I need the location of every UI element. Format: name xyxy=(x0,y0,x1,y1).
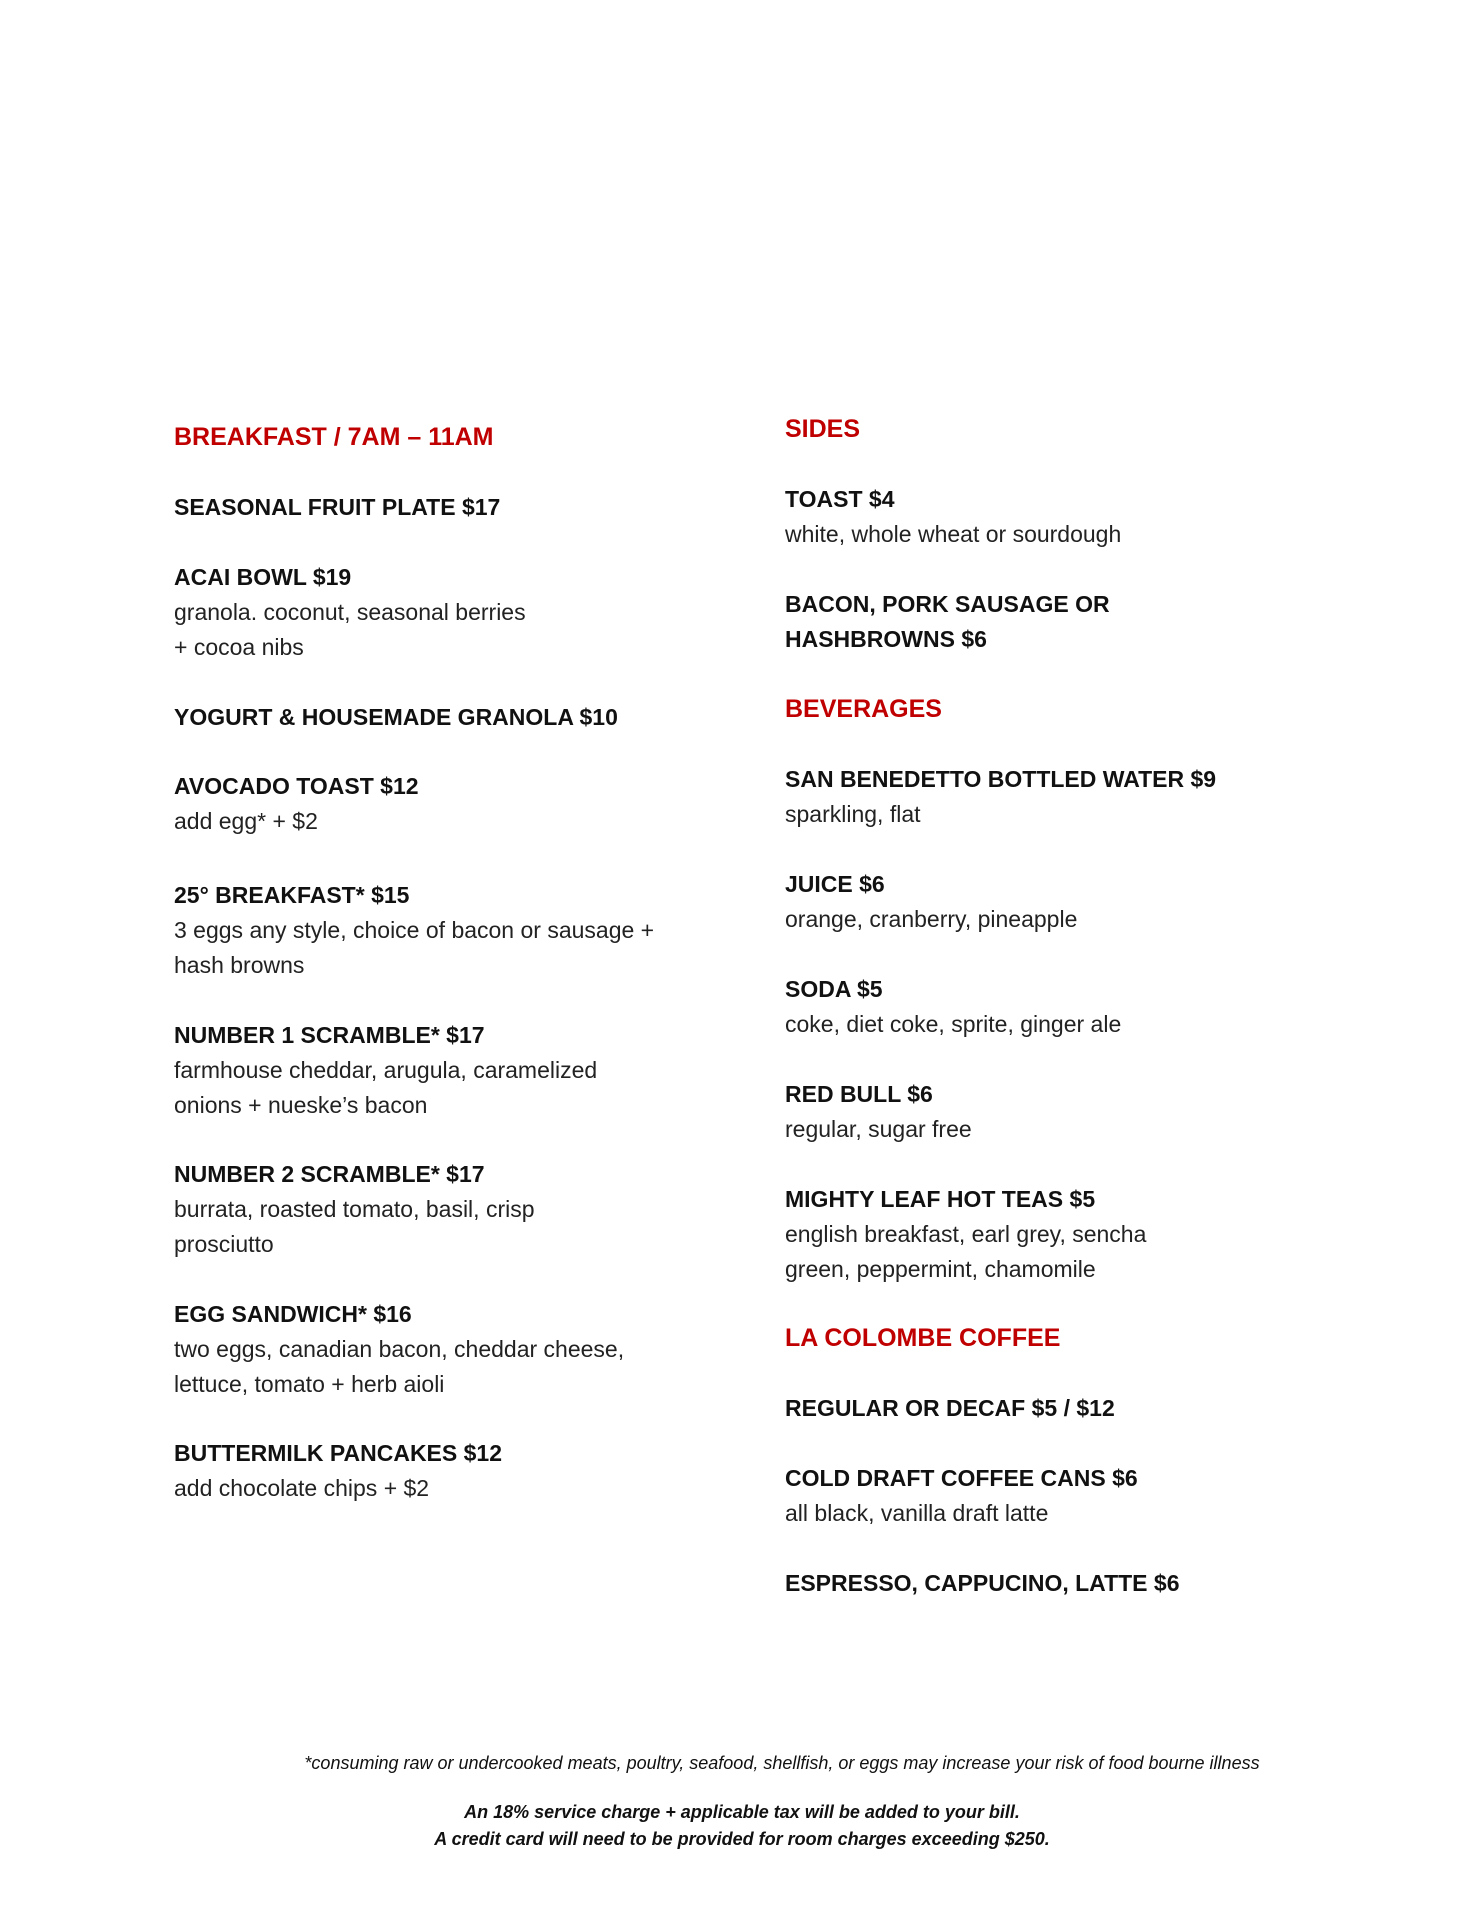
menu-item xyxy=(174,878,694,983)
item-name: AVOCADO TOAST $12 xyxy=(174,773,419,799)
item-description: lettuce, tomato + herb aioli xyxy=(174,1371,445,1397)
item-name: RED BULL $6 xyxy=(785,1081,933,1107)
item-name: TOAST $4 xyxy=(785,486,895,512)
item-name: MIGHTY LEAF HOT TEAS $5 xyxy=(785,1186,1096,1212)
menu-item xyxy=(785,1461,1305,1531)
menu-item xyxy=(174,1157,694,1262)
item-description: farmhouse cheddar, arugula, caramelized xyxy=(174,1057,598,1083)
menu-item xyxy=(174,560,694,665)
item-description: prosciutto xyxy=(174,1231,274,1257)
menu-item xyxy=(785,1182,1305,1287)
menu-item xyxy=(785,587,1305,657)
item-description: english breakfast, earl grey, sencha xyxy=(785,1221,1147,1247)
item-name: NUMBER 2 SCRAMBLE* $17 xyxy=(174,1161,485,1187)
menu-item xyxy=(785,1566,1305,1601)
menu-item xyxy=(785,867,1305,937)
item-name: ESPRESSO, CAPPUCINO, LATTE $6 xyxy=(785,1570,1180,1596)
menu-item xyxy=(785,482,1305,552)
item-description: two eggs, canadian bacon, cheddar cheese, xyxy=(174,1336,625,1362)
item-name: SODA $5 xyxy=(785,976,883,1002)
item-name: YOGURT & HOUSEMADE GRANOLA $10 xyxy=(174,704,618,730)
service-charge-note: An 18% service charge + applicable tax will be added to your bill. xyxy=(464,1802,1020,1822)
item-description: burrata, roasted tomato, basil, crisp xyxy=(174,1196,535,1222)
menu-item xyxy=(174,700,694,735)
item-description: + cocoa nibs xyxy=(174,634,304,660)
menu-item xyxy=(174,1436,694,1506)
item-description: green, peppermint, chamomile xyxy=(785,1256,1096,1282)
item-name: ACAI BOWL $19 xyxy=(174,564,352,590)
item-description: sparkling, flat xyxy=(785,801,921,827)
item-name: BUTTERMILK PANCAKES $12 xyxy=(174,1440,502,1466)
item-description: hash browns xyxy=(174,952,305,978)
item-name: EGG SANDWICH* $16 xyxy=(174,1301,412,1327)
food-safety-disclaimer: *consuming raw or undercooked meats, poultry, seafood, shellfish, or eggs may increase your risk of food bourne illness xyxy=(304,1753,1260,1773)
item-name: COLD DRAFT COFFEE CANS $6 xyxy=(785,1465,1138,1491)
menu-item xyxy=(174,1297,694,1402)
item-description: orange, cranberry, pineapple xyxy=(785,906,1078,932)
item-description: all black, vanilla draft latte xyxy=(785,1500,1049,1526)
item-name: 25° BREAKFAST* $15 xyxy=(174,882,410,908)
menu-item xyxy=(174,1018,694,1123)
breakfast-section-title: BREAKFAST / 7AM – 11AM xyxy=(174,423,494,451)
sides-section-title: SIDES xyxy=(785,415,861,443)
item-name: HASHBROWNS $6 xyxy=(785,626,987,652)
beverages-section-title: BEVERAGES xyxy=(785,695,942,723)
menu-item xyxy=(174,769,694,839)
coffee-section-title: LA COLOMBE COFFEE xyxy=(785,1324,1061,1352)
menu-item xyxy=(174,490,694,525)
item-description: granola. coconut, seasonal berries xyxy=(174,599,526,625)
item-name: SEASONAL FRUIT PLATE $17 xyxy=(174,494,501,520)
item-description: regular, sugar free xyxy=(785,1116,972,1142)
item-name: NUMBER 1 SCRAMBLE* $17 xyxy=(174,1022,485,1048)
item-name: BACON, PORK SAUSAGE OR xyxy=(785,591,1110,617)
item-description: white, whole wheat or sourdough xyxy=(785,521,1122,547)
item-name: SAN BENEDETTO BOTTLED WATER $9 xyxy=(785,766,1217,792)
menu-item xyxy=(785,972,1305,1042)
item-description: add chocolate chips + $2 xyxy=(174,1475,430,1501)
item-description: add egg* + $2 xyxy=(174,808,318,834)
item-description: onions + nueske’s bacon xyxy=(174,1092,428,1118)
item-name: REGULAR OR DECAF $5 / $12 xyxy=(785,1395,1115,1421)
menu-item xyxy=(785,762,1305,832)
item-description: 3 eggs any style, choice of bacon or sausage + xyxy=(174,917,655,943)
item-description: coke, diet coke, sprite, ginger ale xyxy=(785,1011,1122,1037)
menu-item xyxy=(785,1077,1305,1147)
credit-card-note: A credit card will need to be provided for room charges exceeding $250. xyxy=(434,1829,1050,1849)
item-name: JUICE $6 xyxy=(785,871,885,897)
menu-item xyxy=(785,1391,1305,1426)
